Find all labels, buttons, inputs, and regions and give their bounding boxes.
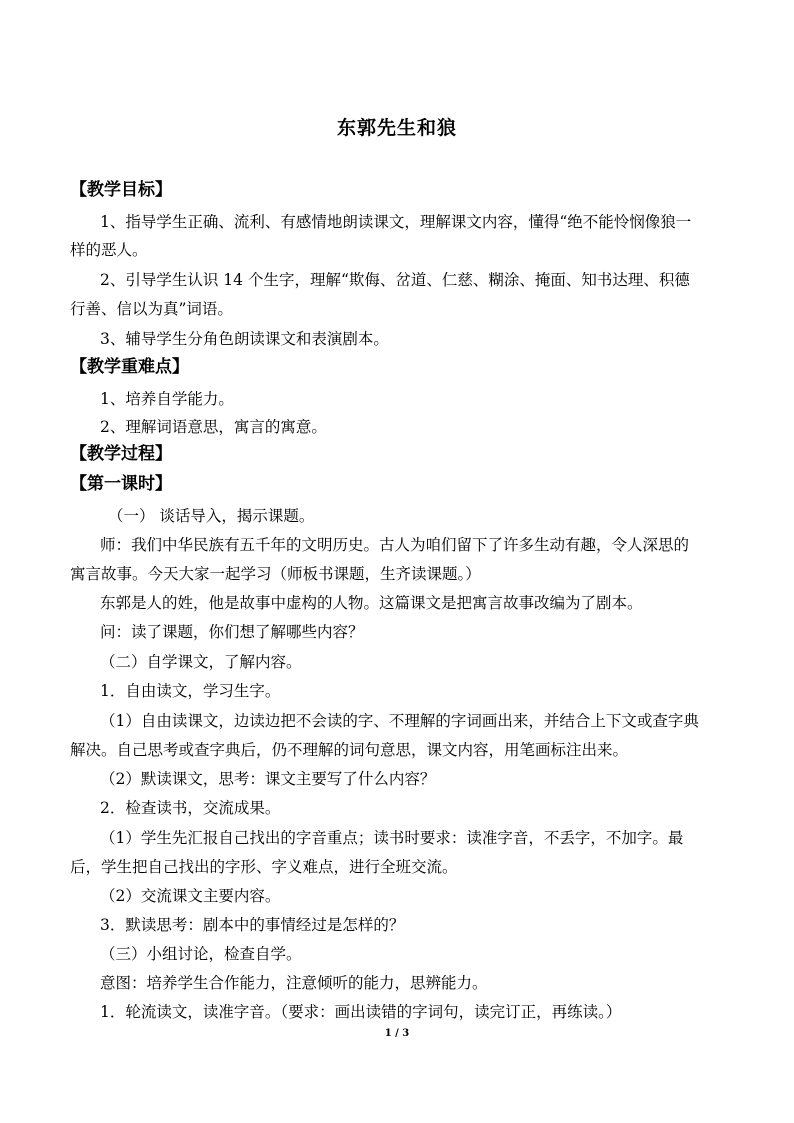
heading-teaching-process: 【教学过程】 [70, 444, 172, 464]
paragraph-line: 行善、信以为真”词语。 [70, 300, 233, 318]
paragraph-line: 2．检查读书，交流成果。 [100, 799, 281, 817]
heading-teaching-goals: 【教学目标】 [70, 180, 172, 200]
paragraph-line: 3、辅导学生分角色朗读课文和表演剧本。 [100, 330, 389, 348]
paragraph-line: 1、培养自学能力。 [100, 390, 234, 408]
section-heading: （一） 谈话导入，揭示课题。 [108, 507, 315, 525]
paragraph-line: 师：我们中华民族有五千年的文明历史。古人为咱们留下了许多生动有趣，令人深思的 [100, 536, 690, 554]
page-number: 1 / 3 [384, 1028, 410, 1039]
heading-key-points: 【教学重难点】 [70, 357, 189, 377]
paragraph-line: 寓言故事。今天大家一起学习（师板书课题，生齐读课题。） [70, 565, 481, 583]
paragraph-line: 3．默读思考：剧本中的事情经过是怎样的？ [100, 916, 405, 934]
paragraph-line: （2）交流课文主要内容。 [100, 887, 281, 905]
paragraph-line: 东郭是人的姓，他是故事中虚构的人物。这篇课文是把寓言故事改编为了剧本。 [100, 594, 643, 612]
paragraph-line: 解决。自己思考或查字典后，仍不理解的词句意思，课文内容，用笔画标注出来。 [70, 741, 629, 759]
paragraph-line: 1．自由读文，学习生字。 [100, 682, 281, 700]
paragraph-line: 1、指导学生正确、流利、有感情地朗读课文，理解课文内容，懂得“绝不能怜悯像狼一 [100, 213, 692, 231]
paragraph-line: （2）默读课文，思考：课文主要写了什么内容？ [100, 770, 436, 788]
section-heading: （二）自学课文，了解内容。 [100, 653, 302, 671]
heading-first-lesson: 【第一课时】 [70, 474, 172, 494]
paragraph-line: 1．轮流读文，读准字音。（要求：画出读错的字词句，读完订正，再练读。） [100, 1003, 622, 1021]
page-title: 东郭先生和狼 [336, 117, 457, 139]
paragraph-line: 2、理解词语意思，寓言的寓意。 [100, 418, 327, 436]
paragraph-line: 样的恶人。 [70, 241, 148, 259]
paragraph-line: 意图：培养学生合作能力，注意倾听的能力，思辨能力。 [100, 974, 488, 992]
paragraph-line: 2、引导学生认识 14 个生字，理解“欺侮、岔道、仁慈、糊涂、掩面、知书达理、积德 [100, 271, 690, 289]
paragraph-line: （1）自由读课文，边读边把不会读的字、不理解的字词画出来，并结合上下文或查字典 [100, 712, 699, 730]
paragraph-line: （1）学生先汇报自己找出的字音重点；读书时要求：读准字音，不丢字，不加字。最 [100, 829, 684, 847]
paragraph-line: 问：读了课题，你们想了解哪些内容？ [100, 623, 364, 641]
section-heading: （三）小组讨论，检查自学。 [100, 945, 302, 963]
paragraph-line: 后，学生把自己找出的字形、字义难点，进行全班交流。 [70, 858, 458, 876]
